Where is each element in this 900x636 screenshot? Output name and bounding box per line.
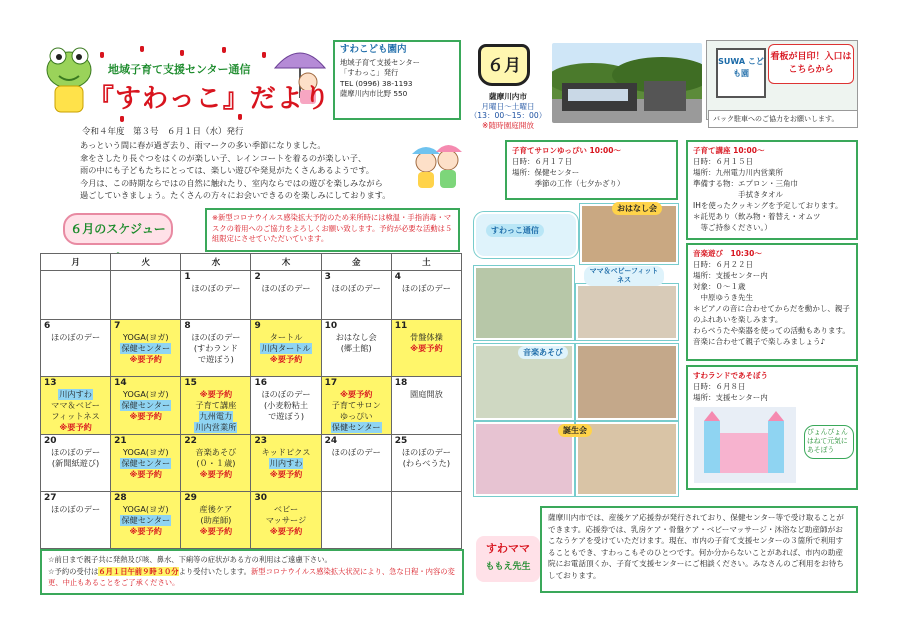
day-number: 8 xyxy=(184,321,191,331)
venue-highlight: 川内すわ xyxy=(59,389,92,399)
weekday-header: 水 xyxy=(181,254,251,271)
footnote-line xyxy=(48,566,456,589)
day-event-line: 音楽あそび xyxy=(195,447,237,457)
day-number: 30 xyxy=(254,493,267,503)
event-line: 準備する物：エプロン・三角巾 xyxy=(693,179,798,188)
day-event-line: (郷土館) xyxy=(340,343,372,353)
intro-line: 雨の中にも子どもたちにとっては、楽しい遊びや発見がたくさんあるようです。 xyxy=(80,165,374,176)
reservation-start: ６月１日午前９時３０分 xyxy=(98,566,179,576)
day-event-line: ほのぼのデー xyxy=(331,283,381,293)
weekday-header: 木 xyxy=(251,254,321,271)
collage-label: ママ＆ベビーフィットネス xyxy=(584,266,664,286)
venue-highlight: 保健センター xyxy=(121,515,171,525)
teacher-name: すわママ xyxy=(486,542,530,555)
bouncy-castle-photo xyxy=(694,407,796,483)
day-event-line: ※要予約 xyxy=(129,411,162,421)
publisher-line: 地域子育て支援センター xyxy=(340,57,420,67)
calendar-day xyxy=(251,377,321,435)
day-event-line xyxy=(114,515,177,526)
day-event-line: YOGA(ヨガ) xyxy=(122,332,169,342)
calendar-week xyxy=(41,377,462,435)
hours-time: （13：00～15：00） xyxy=(469,111,547,120)
calendar-week xyxy=(41,492,462,549)
day-event-line xyxy=(254,458,317,469)
day-event-line: ※要予約 xyxy=(199,469,233,479)
day-number: 27 xyxy=(44,493,57,503)
calendar-day xyxy=(391,435,461,492)
day-number: 29 xyxy=(184,493,197,503)
newsletter-series: 地域子育て支援センター通信 xyxy=(108,63,251,76)
teacher-role: ももえ先生 xyxy=(485,562,531,572)
day-event-line: ※要予約 xyxy=(199,526,233,536)
hours-days: 月曜日～土曜日 xyxy=(481,101,535,111)
calendar-day xyxy=(181,435,251,492)
day-event-line: で遊ぼう) xyxy=(197,354,234,364)
issue-info: 令和４年度 第３号 ６月１日（水）発行 xyxy=(82,127,244,137)
day-event-line: (助産師) xyxy=(200,515,232,525)
day-event-line: ※要予約 xyxy=(129,354,162,364)
schedule-title: ６月のスケジュー xyxy=(63,213,173,245)
event-music-play xyxy=(686,243,858,361)
day-event-line: ※要予約 xyxy=(269,354,303,364)
day-event-line xyxy=(44,389,107,400)
calendar-day xyxy=(41,320,111,377)
weekday-header: 月 xyxy=(41,254,111,271)
event-line: IHを使ったクッキングを予定しております。 xyxy=(693,201,843,210)
event-title: 子育てサロンゆっぴい 10:00～ xyxy=(512,146,621,155)
hours-note: ※随時園庭開放 xyxy=(482,120,534,130)
day-number: 10 xyxy=(324,321,338,331)
day-event-line: フィットネス xyxy=(51,411,100,421)
weekday-header: 土 xyxy=(391,254,461,271)
day-event-line: ママ＆ベビー xyxy=(51,400,100,410)
intro-line: 今月は、この時期ならではの自然に触れたり、室内ならではの遊びを楽しみながら xyxy=(80,177,383,188)
day-event-line: 園庭開放 xyxy=(410,389,443,399)
publisher-info xyxy=(333,40,461,120)
venue-highlight: 保健センター xyxy=(121,400,171,410)
calendar-day xyxy=(181,492,251,549)
day-event-line: (小麦粉粘土 xyxy=(263,400,309,410)
publisher-phone: TEL (0996) 38-1193 xyxy=(340,78,413,88)
calendar-day xyxy=(41,271,111,320)
day-number: 16 xyxy=(254,378,267,388)
collage-label: 誕生会 xyxy=(558,424,592,437)
day-number: 3 xyxy=(324,272,331,282)
day-event-line: ※要予約 xyxy=(269,469,303,479)
event-title: すわランドであそぼう xyxy=(693,371,768,380)
venue-highlight: 川内営業所 xyxy=(195,422,237,432)
signboard: SUWA こども園 xyxy=(716,48,766,98)
day-event-line: ※要予約 xyxy=(199,389,233,399)
event-line: 手拭きタオル xyxy=(693,190,783,199)
signboard-note: 看板が目印！入口はこちらから xyxy=(768,44,854,84)
calendar-week xyxy=(41,435,462,492)
day-event-line xyxy=(184,422,247,433)
event-line: 日時：６月８日 xyxy=(693,382,746,391)
calendar-day xyxy=(251,320,321,377)
calendar-day xyxy=(251,435,321,492)
intro-line: 傘をさしたり長ぐつをはくのが楽しい子、レインコートを着るのが楽しい子、 xyxy=(80,152,367,163)
day-event-line: ※要予約 xyxy=(129,469,162,479)
day-event-line xyxy=(114,343,177,354)
day-number: 13 xyxy=(44,378,57,388)
weekday-header: 金 xyxy=(321,254,391,271)
intro-line: あっという間に春が過ぎ去り、雨マークの多い季節になりました。 xyxy=(80,140,326,150)
day-event-line: ほのぼのデー xyxy=(51,504,101,514)
day-event-line xyxy=(254,343,317,354)
calendar-day xyxy=(111,435,181,492)
day-number: 20 xyxy=(44,436,57,446)
calendar-week xyxy=(41,320,462,377)
day-number: 21 xyxy=(114,436,127,446)
publisher-line: 「すわっこ」発行 xyxy=(340,68,399,77)
intro-text xyxy=(80,139,420,202)
opening-hours xyxy=(468,92,548,130)
day-event-line: キッドピクス xyxy=(261,447,311,457)
day-event-line: ※要予約 xyxy=(129,526,162,536)
calendar-day xyxy=(251,492,321,549)
day-event-line xyxy=(184,411,247,422)
monthly-calendar xyxy=(40,253,462,549)
event-line: 対象：０～１歳 xyxy=(693,282,746,291)
day-number: 1 xyxy=(184,272,191,282)
event-line: 等ご持参ください。） xyxy=(693,223,772,232)
day-event-line: ほのぼのデー xyxy=(191,332,241,342)
event-title: 音楽遊び 10:30～ xyxy=(693,249,762,258)
kids-rain-icon xyxy=(410,140,466,192)
day-event-line: 産後ケア xyxy=(199,504,233,514)
covid-notice: ※新型コロナウイルス感染拡大予防のため来所時には検温・手指消毒・マスクの着用へのご協力をよろしくお願い致します。予約が必要な活動は５組限定にさせていただいています。 xyxy=(205,208,460,252)
month-badge: ６月 xyxy=(478,44,530,86)
day-number: 6 xyxy=(44,321,51,331)
calendar-day xyxy=(321,377,391,435)
day-number: 28 xyxy=(114,493,127,503)
footnote-line: ☆前日まで親子共に発熱及び咳、鼻水、下痢等の症状がある方の利用はご遠慮下さい。 xyxy=(48,555,332,564)
day-event-line: (０・１歳) xyxy=(196,458,236,468)
day-event-line: 子育て講座 xyxy=(195,400,237,410)
event-line: 日時：６月１５日 xyxy=(693,157,753,166)
event-salon xyxy=(505,140,678,200)
music-photo-2 xyxy=(576,344,678,420)
day-number: 11 xyxy=(394,321,408,331)
calendar-day xyxy=(321,492,391,549)
event-line: 場所：支援センター内 xyxy=(693,271,768,280)
day-event-line: ほのぼのデー xyxy=(331,447,381,457)
day-event-line: (わらべうた) xyxy=(402,458,451,468)
venue-highlight: 保健センター xyxy=(121,458,171,468)
collage-label: おはなし会 xyxy=(612,202,662,215)
calendar-day xyxy=(41,377,111,435)
footnote xyxy=(40,549,464,595)
collage-label: 音楽あそび xyxy=(518,346,568,359)
day-event-line: おはなし会 xyxy=(335,332,377,342)
day-event-line: 骨盤体操 xyxy=(410,332,443,342)
weekday-header: 火 xyxy=(111,254,181,271)
day-event-line: ほのぼのデー xyxy=(401,447,451,457)
day-number: 9 xyxy=(254,321,261,331)
hours-city: 薩摩川内市 xyxy=(489,92,527,101)
calendar-day xyxy=(391,271,461,320)
calendar-day xyxy=(111,271,181,320)
calendar-day xyxy=(41,492,111,549)
event-line: 日時：６月１７日 xyxy=(512,157,572,166)
fitness-photo-1 xyxy=(474,266,574,340)
day-number: 4 xyxy=(394,272,402,282)
publisher-address: 薩摩川内市比野 550 xyxy=(340,89,408,98)
venue-highlight: 川内タートル xyxy=(261,343,311,353)
day-event-line: ※要予約 xyxy=(269,526,303,536)
venue-highlight: 保健センター xyxy=(121,343,171,353)
calendar-week xyxy=(41,271,462,320)
building-photo xyxy=(552,43,702,123)
event-line: わらべうたや楽器を使っての活動もあります。音楽に合わせて親子で楽しみましょう♪ xyxy=(693,326,850,346)
venue-highlight: 九州電力 xyxy=(199,411,233,421)
day-event-line: ※要予約 xyxy=(410,343,443,353)
calendar-day xyxy=(251,271,321,320)
day-event-line: ※要予約 xyxy=(339,389,373,399)
day-event-line: YOGA(ヨガ) xyxy=(122,447,169,457)
footnote-text: ☆予約の受付は xyxy=(48,566,99,576)
venue-highlight: 保健センター xyxy=(331,422,381,432)
event-line: 場所：九州電力川内営業所 xyxy=(693,168,783,177)
day-event-line: ほのぼのデー xyxy=(401,283,451,293)
event-line: 場所：支援センター内 xyxy=(693,393,768,402)
calendar-day xyxy=(391,377,461,435)
day-event-line: ほのぼのデー xyxy=(261,283,311,293)
day-number: 24 xyxy=(324,436,338,446)
calendar-day xyxy=(181,271,251,320)
day-event-line: ほのぼのデー xyxy=(191,283,241,293)
event-suwaland xyxy=(686,365,858,490)
event-line: ＊託児あり（飲み物・着替え・オムツ xyxy=(693,212,821,221)
day-event-line: ベビー xyxy=(273,504,299,514)
day-event-line xyxy=(114,400,177,411)
event-line: 場所：保健センター xyxy=(512,168,580,177)
venue-highlight: 川内すわ xyxy=(269,458,303,468)
footnote-warning: 新型コロナウイルス感染拡大状況により、急な日程・内容の変更、中止もあることをご了承ください。 xyxy=(48,566,455,587)
day-number: 17 xyxy=(324,378,338,388)
calendar-day xyxy=(391,320,461,377)
fitness-photo-2 xyxy=(576,284,678,340)
day-event-line: YOGA(ヨガ) xyxy=(122,504,169,514)
day-event-line: ※要予約 xyxy=(59,422,92,432)
parking-note: バック駐車へのご協力をお願いします。 xyxy=(708,110,858,128)
event-line: ＊ピアノの音に合わせてからだを動かし、親子のふれあいを楽しみます。 xyxy=(693,304,850,324)
day-event-line: マッサージ xyxy=(265,515,307,525)
calendar-day xyxy=(41,435,111,492)
day-event-line: タートル xyxy=(269,332,303,342)
page-title: 『すわっこ』だより xyxy=(88,84,331,114)
speech-bubble: ぴょんぴょんはねて元気にあそぼう xyxy=(804,425,854,459)
day-event-line: (新聞紙遊び) xyxy=(51,458,100,468)
day-event-line: ほのぼのデー xyxy=(51,447,101,457)
calendar-day xyxy=(321,320,391,377)
footnote-text: より受付いたします。 xyxy=(178,566,251,576)
day-number: 25 xyxy=(394,436,408,446)
event-line: 季節の工作（七夕かざり） xyxy=(512,179,625,188)
publisher-heading: すわこども園内 xyxy=(340,44,407,55)
collage-label: すわっこ通信 xyxy=(486,224,544,237)
event-line: 中原ゆうき先生 xyxy=(693,293,753,302)
day-event-line xyxy=(114,458,177,469)
day-event-line: (すわランド xyxy=(193,343,238,353)
event-title: 子育て講座 10:00～ xyxy=(693,146,765,155)
calendar-day xyxy=(321,435,391,492)
event-line: 日時：６月２２日 xyxy=(693,260,753,269)
event-childcare-course xyxy=(686,140,858,240)
day-event-line: YOGA(ヨガ) xyxy=(122,389,169,399)
calendar-day xyxy=(111,320,181,377)
postpartum-care-info: 薩摩川内市では、産後ケア応援券が発行されており、保健センター等で受け取ることができます。応援券では、乳房ケア・骨盤ケア・ベビーマッサージ・沐浴など助産師がおこなうケアを受けていただけます。現在、市内の子育て支援センターの３箇所で利用することもでき、すわっこもそのひとつです。何か分からないことがあれば、市内の助産院にお電話頂くか、子育て支援センターにご相談ください。みなさんのご利用をお待ちしております。 xyxy=(540,506,858,593)
photo-collage xyxy=(472,200,677,500)
intro-line: 過ごしていきましょう。たくさんの方々にお会いできるのを楽しみにしております。 xyxy=(80,190,391,201)
day-event-line: 子育てサロン xyxy=(331,400,381,410)
calendar-day xyxy=(321,271,391,320)
day-event-line: ほのぼのデー xyxy=(51,332,101,342)
day-event-line: ほのぼのデー xyxy=(261,389,311,399)
calendar-day xyxy=(181,320,251,377)
calendar-day xyxy=(111,492,181,549)
day-event-line: で遊ぼう) xyxy=(268,411,305,421)
day-number: 2 xyxy=(254,272,261,282)
teacher-badge xyxy=(476,536,540,582)
day-number: 18 xyxy=(394,378,408,388)
day-number: 22 xyxy=(184,436,197,446)
day-number: 7 xyxy=(114,321,121,331)
day-event-line xyxy=(325,422,388,433)
calendar-day xyxy=(181,377,251,435)
day-event-line: ゆっぴい xyxy=(339,411,373,421)
day-number: 23 xyxy=(254,436,267,446)
calendar-day xyxy=(391,492,461,549)
day-number: 15 xyxy=(184,378,197,388)
calendar-day xyxy=(111,377,181,435)
day-number: 14 xyxy=(114,378,127,388)
